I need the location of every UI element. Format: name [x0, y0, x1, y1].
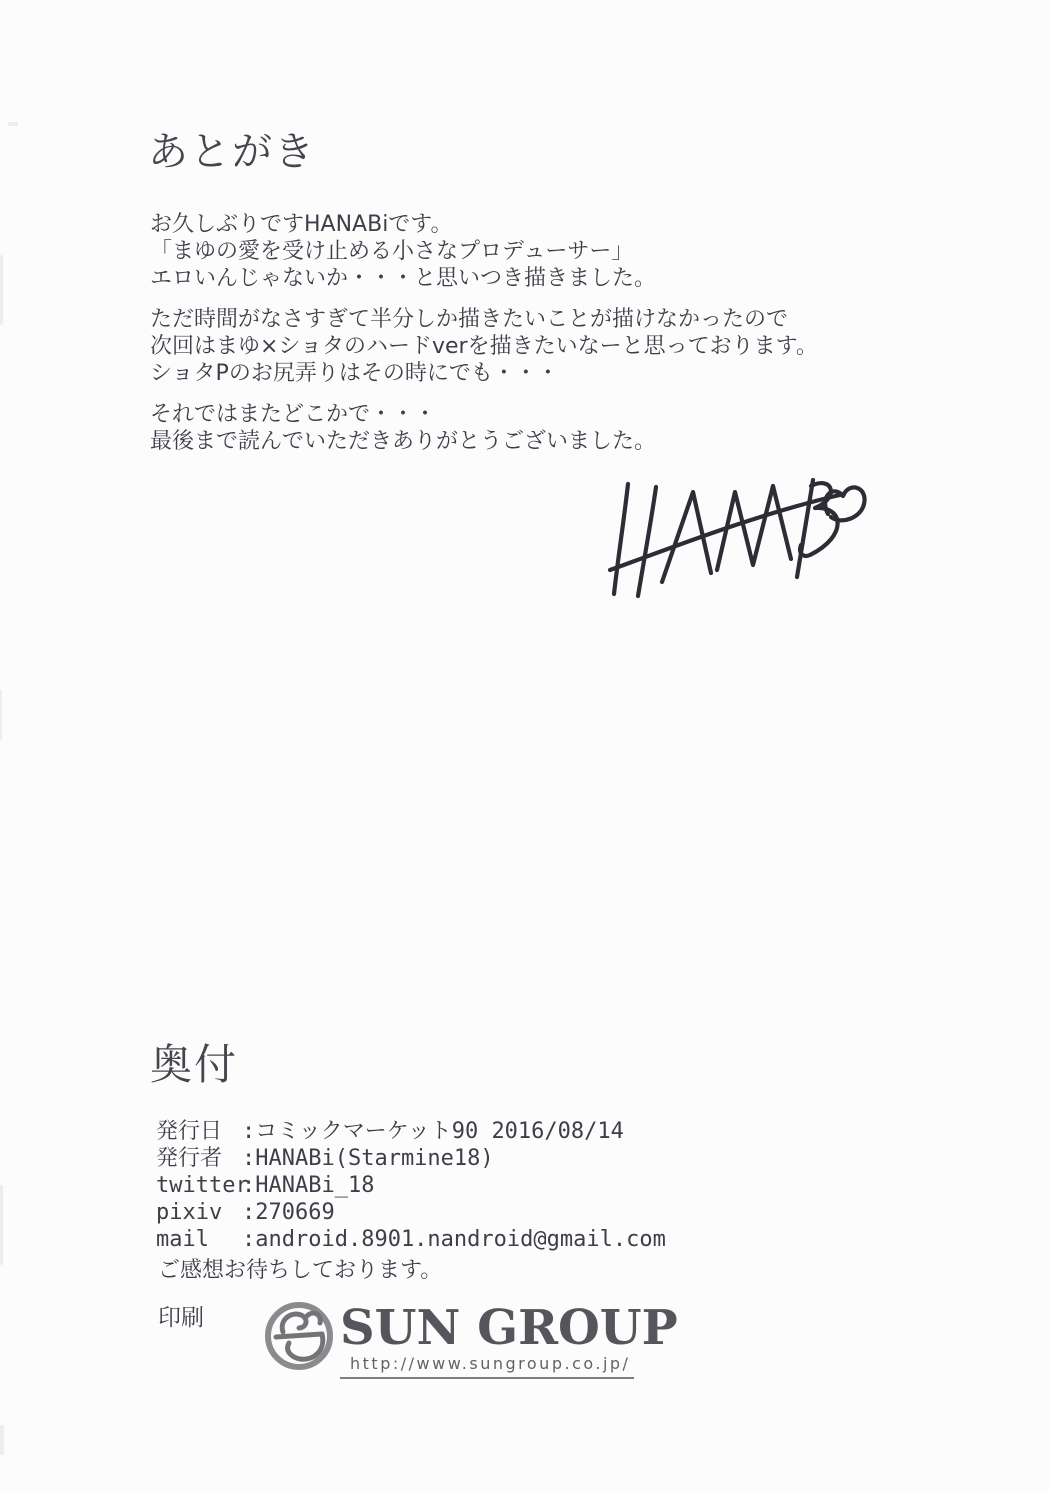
afterword-paragraph: [150, 211, 910, 292]
feedback-note: ご感想お待ちしております。: [158, 1258, 443, 1283]
afterword-line: エロいんじゃないか・・・と思いつき描きました。: [150, 266, 657, 291]
colophon-label: pixiv: [156, 1200, 223, 1225]
colophon-label: mail: [156, 1227, 209, 1252]
colophon-title: 奥付: [150, 1040, 239, 1089]
colophon-value: :android.8901.nandroid@gmail.com: [242, 1227, 666, 1252]
colophon-value: :HANABi_18: [242, 1173, 375, 1198]
afterword-paragraph: [150, 401, 910, 455]
scan-artifact: [0, 1185, 3, 1265]
colophon-label: 発行者: [156, 1146, 223, 1171]
colophon-value: :270669: [242, 1200, 335, 1225]
scan-artifact: [0, 1425, 4, 1455]
afterword-line: 最後まで読んでいただきありがとうございました。: [150, 429, 657, 454]
colophon-value: :HANABi(Starmine18): [242, 1146, 494, 1171]
colophon-label: twitter: [156, 1173, 249, 1198]
colophon-entry-publish-date: [156, 1118, 666, 1145]
afterword-line: ショタPのお尻弄りはその時にでも・・・: [150, 361, 559, 386]
afterword-body: [150, 211, 910, 469]
colophon-entries: [156, 1118, 666, 1253]
colophon-value: :コミックマーケット90 2016/08/14: [242, 1119, 624, 1144]
printing-label: 印刷: [158, 1305, 204, 1331]
colophon-entry-pixiv: [156, 1199, 666, 1226]
printer-url: http://www.sungroup.co.jp/: [350, 1354, 631, 1373]
afterword-line: それではまたどこかで・・・: [150, 402, 437, 427]
printer-url-underline: [340, 1354, 634, 1379]
scan-artifact: [0, 690, 2, 740]
afterword-line: お久しぶりですHANABiです。: [150, 212, 453, 237]
afterword-line: ただ時間がなさすぎて半分しか描きたいことが描けなかったので: [150, 307, 789, 332]
printer-name: SUN GROUP: [340, 1300, 678, 1356]
colophon-label: 発行日: [156, 1119, 223, 1144]
afterword-line: 「まゆの愛を受け止める小さなプロデューサー」: [150, 239, 634, 264]
colophon-entry-publisher: [156, 1145, 666, 1172]
author-signature-handwriting: [604, 454, 880, 606]
printer-logo-text: [340, 1302, 678, 1379]
colophon-entry-twitter: [156, 1172, 666, 1199]
signature-drawing: [604, 454, 880, 606]
sun-group-logo-icon: [262, 1298, 336, 1376]
afterword-line: 次回はまゆ×ショタのハードverを描きたいなーと思っております。: [150, 334, 818, 359]
scan-artifact: [8, 122, 18, 126]
colophon-entry-mail: [156, 1226, 666, 1253]
scan-artifact: [0, 255, 3, 325]
afterword-title: あとがき: [148, 129, 316, 175]
afterword-paragraph: [150, 306, 910, 387]
